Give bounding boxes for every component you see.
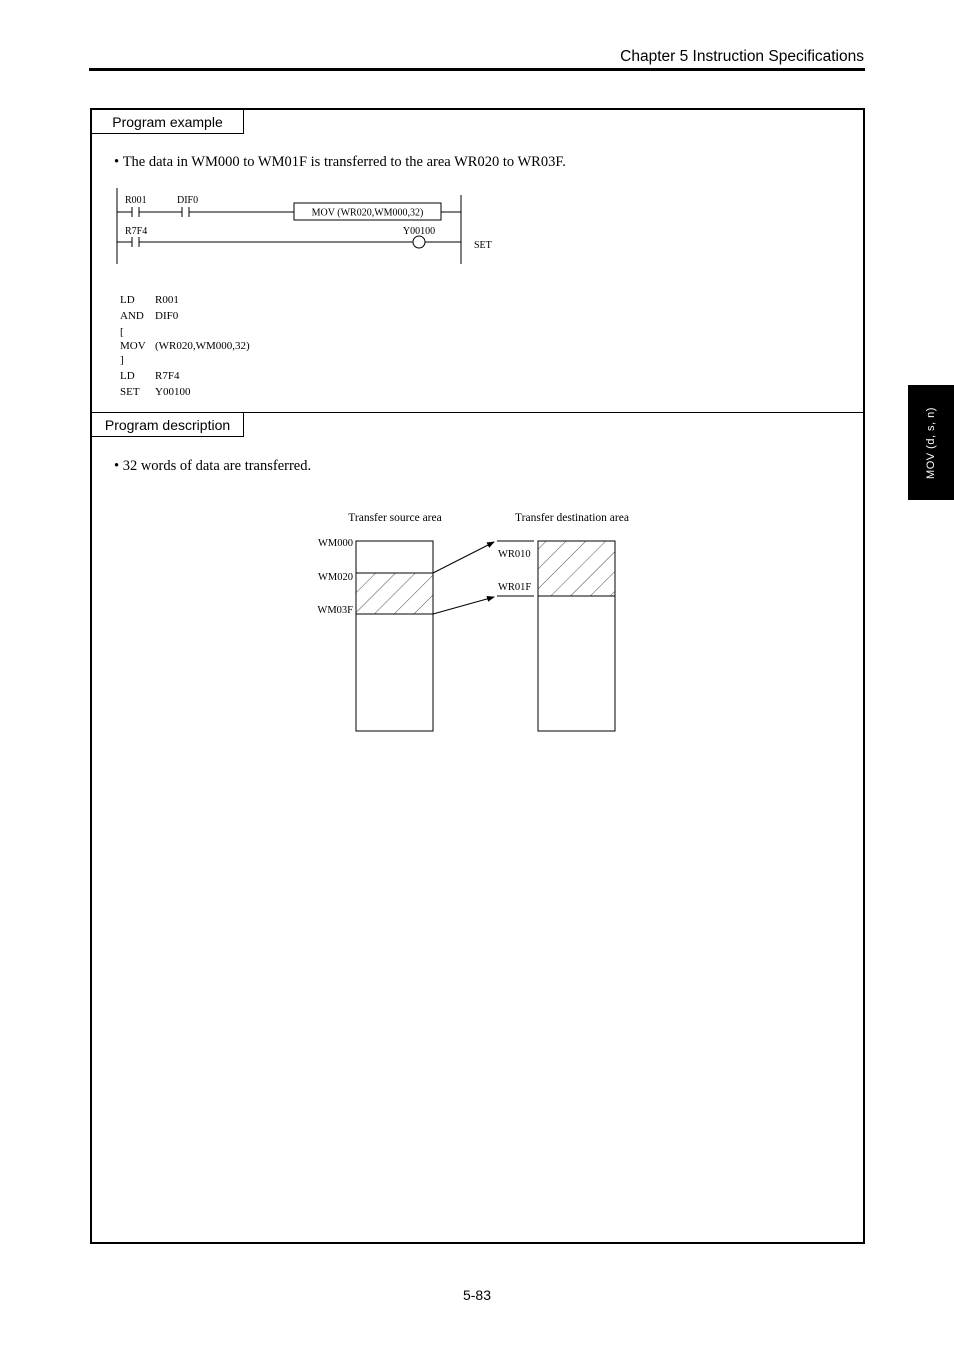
contact-r001 bbox=[132, 207, 139, 217]
section-label-program-example: Program example bbox=[92, 110, 244, 134]
source-area-title: Transfer source area bbox=[348, 512, 442, 524]
listing-row bbox=[120, 293, 250, 309]
listing-op: AND bbox=[120, 310, 144, 322]
listing-op: ] bbox=[120, 354, 124, 366]
side-tab bbox=[908, 385, 954, 500]
listing-row bbox=[120, 325, 250, 341]
main-content-box bbox=[90, 108, 865, 1244]
contact-dif0 bbox=[182, 207, 189, 217]
listing-op: SET bbox=[120, 386, 140, 398]
chapter-header: Chapter 5 Instruction Specifications bbox=[620, 48, 864, 65]
bullet-icon: • bbox=[114, 154, 123, 170]
listing-row bbox=[120, 309, 250, 325]
bullet-icon: • bbox=[114, 458, 123, 474]
destination-hatched-block bbox=[538, 541, 615, 596]
page-number: 5-83 bbox=[462, 1287, 492, 1303]
listing-op: LD bbox=[120, 294, 135, 306]
listing-row bbox=[120, 385, 250, 401]
rung-2 bbox=[117, 226, 492, 251]
source-label-wm020: WM020 bbox=[318, 572, 353, 583]
listing-arg: Y00100 bbox=[155, 386, 191, 398]
side-tab-label: MOV (d, s, n) bbox=[925, 406, 937, 479]
transfer-arrow-end bbox=[433, 597, 494, 614]
destination-area-title: Transfer destination area bbox=[515, 512, 629, 524]
listing-row bbox=[120, 353, 250, 369]
instruction-box-label: MOV (WR020,WM000,32) bbox=[311, 207, 424, 219]
listing-op: LD bbox=[120, 370, 135, 382]
listing-row bbox=[120, 369, 250, 385]
program-description-bullet bbox=[114, 458, 311, 475]
destination-area bbox=[538, 541, 615, 731]
listing-op: [ bbox=[120, 326, 124, 338]
transfer-arrow-start bbox=[433, 542, 494, 573]
program-description-bullet-text: 32 words of data are transferred. bbox=[122, 458, 312, 474]
listing-arg: R7F4 bbox=[155, 370, 180, 382]
destination-label-wr01f: WR01F bbox=[498, 582, 532, 593]
listing-row bbox=[120, 341, 250, 353]
contact-r7f4 bbox=[132, 237, 139, 247]
header-rule bbox=[89, 68, 865, 71]
source-label-wm03f: WM03F bbox=[317, 605, 353, 616]
listing-arg: DIF0 bbox=[155, 310, 179, 322]
rung-1 bbox=[117, 195, 461, 220]
coil-action-set: SET bbox=[474, 240, 492, 251]
contact-label-r7f4: R7F4 bbox=[125, 226, 148, 237]
coil-y00100 bbox=[413, 236, 425, 248]
source-area bbox=[356, 541, 433, 731]
source-label-wm000: WM000 bbox=[318, 538, 353, 549]
section-label-program-description: Program description bbox=[92, 413, 244, 437]
source-hatched-block bbox=[356, 573, 433, 614]
program-listing bbox=[120, 293, 250, 401]
contact-label-r001: R001 bbox=[125, 195, 147, 206]
destination-label-wr010: WR010 bbox=[498, 549, 531, 560]
listing-arg: (WR020,WM000,32) bbox=[155, 340, 250, 352]
transfer-diagram bbox=[92, 500, 863, 840]
listing-arg: R001 bbox=[155, 294, 179, 306]
program-example-bullet-text: The data in WM000 to WM01F is transferred to the area WR020 to WR03F. bbox=[122, 154, 566, 170]
listing-op: MOV bbox=[120, 340, 146, 352]
contact-label-dif0: DIF0 bbox=[177, 195, 199, 206]
coil-label-y00100: Y00100 bbox=[402, 226, 436, 237]
